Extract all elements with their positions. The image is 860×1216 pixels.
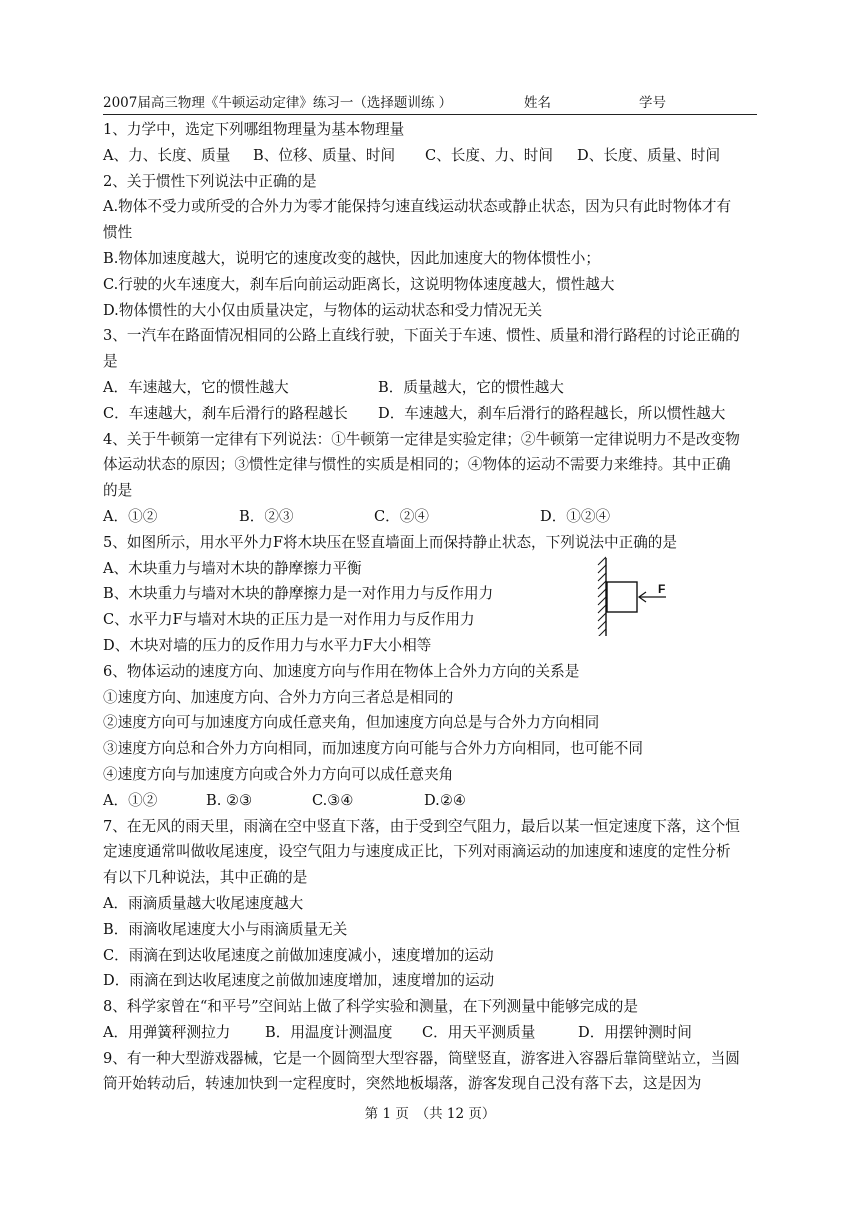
question-2-option-d: D.物体惯性的大小仅由质量决定，与物体的运动状态和受力情况无关 xyxy=(103,301,543,319)
option-c: C．②④ xyxy=(374,507,429,525)
question-1-stem: 1、力学中，选定下列哪组物理量为基本物理量 xyxy=(103,121,405,138)
question-8-stem: 8、科学家曾在“和平号”空间站上做了科学实验和测量，在下列测量中能够完成的是 xyxy=(103,998,638,1016)
question-3-stem-cont: 是 xyxy=(103,353,118,371)
option-d: D.②④ xyxy=(424,791,466,809)
question-7-option-c: C．雨滴在到达收尾速度之前做加速度减小，速度增加的运动 xyxy=(103,946,494,964)
option-c: C.③④ xyxy=(312,791,354,809)
question-6-stem: 6、物体运动的速度方向、加速度方向与作用在物体上合外力方向的关系是 xyxy=(103,662,580,680)
option-a: A．用弹簧秤测拉力 xyxy=(103,1023,231,1041)
wooden-block xyxy=(607,582,637,612)
question-7-stem-end: 有以下几种说法，其中正确的是 xyxy=(103,869,308,887)
question-4-options xyxy=(103,504,763,530)
question-3-options-ab xyxy=(103,375,763,401)
page-footer: 第 1 页 （共 12 页） xyxy=(364,1106,496,1122)
option-c: C、长度、力、时间 xyxy=(425,146,553,164)
option-a: A．①② xyxy=(103,791,158,809)
option-d: D．车速越大，刹车后滑行的路程越长，所以惯性越大 xyxy=(378,404,726,422)
question-7-option-a: A．雨滴质量越大收尾速度越大 xyxy=(103,894,304,912)
option-b: B、位移、质量、时间 xyxy=(253,146,396,164)
question-6-options xyxy=(103,788,763,814)
force-label: F xyxy=(658,582,666,596)
question-2-option-a: A.物体不受力或所受的合外力为零才能保持匀速直线运动状态或静止状态，因为只有此时物体才有 xyxy=(103,198,732,216)
question-6-statement-2: ②速度方向可与加速度方向成任意夹角，但加速度方向总是与合外力方向相同 xyxy=(103,714,600,732)
question-4-stem-end: 的是 xyxy=(103,482,133,500)
question-7-stem: 7、在无风的雨天里，雨滴在空中竖直下落，由于受到空气阻力，最后以某一恒定速度下落，这个恒 xyxy=(103,817,740,835)
question-8-options xyxy=(103,1020,763,1046)
question-2-option-a-cont: 惯性 xyxy=(103,224,133,242)
question-6-statement-1: ①速度方向、加速度方向、合外力方向三者总是相同的 xyxy=(103,688,454,706)
question-5-option-d: D、木块对墙的压力的反作用力与水平力F大小相等 xyxy=(103,636,432,654)
question-9-stem-cont: 筒开始转动后，转速加快到一定程度时，突然地板塌落，游客发现自己没有落下去，这是因为 xyxy=(103,1075,702,1093)
question-5-option-c: C、水平力F与墙对木块的正压力是一对作用力与反作用力 xyxy=(103,611,475,629)
question-6-statement-3: ③速度方向总和合外力方向相同，而加速度方向可能与合外力方向相同，也可能不同 xyxy=(103,740,643,758)
option-d: D、长度、质量、时间 xyxy=(577,146,721,164)
question-7-option-b: B．雨滴收尾速度大小与雨滴质量无关 xyxy=(103,920,348,938)
name-label: 姓名 xyxy=(524,95,551,111)
wall-block-force-figure xyxy=(596,556,676,636)
question-5-option-a: A、木块重力与墙对木块的静摩擦力平衡 xyxy=(103,559,362,577)
question-5-option-b: B、木块重力与墙对木块的静摩擦力是一对作用力与反作用力 xyxy=(103,585,494,603)
option-a: A．①② xyxy=(103,507,158,525)
option-b: B. ②③ xyxy=(206,791,253,809)
question-6-statement-4: ④速度方向与加速度方向或合外力方向可以成任意夹角 xyxy=(103,765,454,783)
question-1-options xyxy=(103,143,763,169)
option-d: D．用摆钟测时间 xyxy=(578,1023,692,1041)
option-b: B．用温度计测温度 xyxy=(265,1023,393,1041)
wall-hatch-icon xyxy=(598,557,606,636)
option-c: C．用天平测质量 xyxy=(422,1023,536,1041)
question-7-stem-cont: 定速度通常叫做收尾速度，设空气阻力与速度成正比，下列对雨滴运动的加速度和速度的定性分析 xyxy=(103,843,731,861)
question-2-option-b: B.物体加速度越大，说明它的速度改变的越快，因此加速度大的物体惯性小； xyxy=(103,249,600,267)
student-id-label: 学号 xyxy=(639,95,666,111)
question-9-stem: 9、有一种大型游戏器械，它是一个圆筒型大型容器，筒壁竖直，游客进入容器后靠筒壁站立，当圆 xyxy=(103,1049,740,1067)
option-c: C．车速越大，刹车后滑行的路程越长 xyxy=(103,404,348,422)
header-title: 2007届高三物理《牛顿运动定律》练习一（选择题训练 ） xyxy=(103,95,453,111)
option-d: D．①②④ xyxy=(540,507,611,525)
page-header xyxy=(103,92,757,115)
question-3-options-cd xyxy=(103,401,763,427)
option-b: B．②③ xyxy=(239,507,294,525)
option-a: A、力、长度、质量 xyxy=(103,146,231,164)
option-b: B．质量越大，它的惯性越大 xyxy=(378,378,564,396)
question-7-option-d: D．雨滴在到达收尾速度之前做加速度增加，速度增加的运动 xyxy=(103,972,495,990)
question-2-option-c: C.行驶的火车速度大，刹车后向前运动距离长，这说明物体速度越大，惯性越大 xyxy=(103,275,615,293)
question-4-stem: 4、关于牛顿第一定律有下列说法：①牛顿第一定律是实验定律；②牛顿第一定律说明力不是改变物 xyxy=(103,430,740,448)
question-4-stem-cont: 体运动状态的原因；③惯性定律与惯性的实质是相同的；④物体的运动不需要力来维持。其中正确 xyxy=(103,456,731,474)
question-5-stem: 5、如图所示，用水平外力F将木块压在竖直墙面上而保持静止状态，下列说法中正确的是 xyxy=(103,533,677,551)
option-a: A．车速越大，它的惯性越大 xyxy=(103,378,289,396)
question-2-stem: 2、关于惯性下列说法中正确的是 xyxy=(103,172,317,190)
question-3-stem: 3、一汽车在路面情况相同的公路上直线行驶，下面关于车速、惯性、质量和滑行路程的讨论正确的 xyxy=(103,327,740,345)
